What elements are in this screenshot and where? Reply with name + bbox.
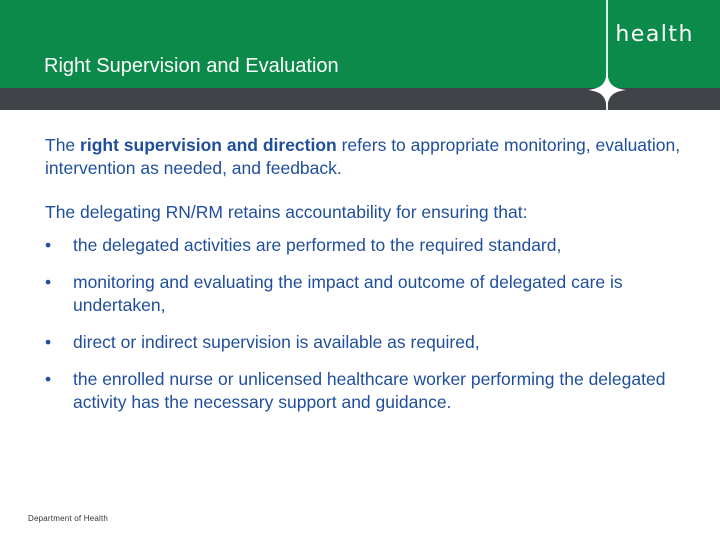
- intro-prefix: The: [45, 135, 81, 155]
- bullet-mark: •: [45, 272, 52, 292]
- bullet-mark: •: [45, 369, 52, 389]
- bullet-text: monitoring and evaluating the impact and outcome of delegated care is undertaken,: [73, 272, 623, 315]
- slide-title: Right Supervision and Evaluation: [44, 55, 339, 77]
- slide-content: [45, 134, 685, 428]
- intro-suffix: refers to appropriate monitoring, evaluation, intervention as needed, and feedback.: [45, 135, 681, 178]
- brand-wordmark: health: [615, 22, 694, 47]
- lead-sentence: The delegating RN/RM retains accountability for ensuring that:: [45, 202, 528, 222]
- list-item: [45, 368, 685, 414]
- bullet-text: the delegated activities are performed to the required standard,: [73, 235, 562, 255]
- bullet-text: the enrolled nurse or unlicensed healthcare worker performing the delegated activity has the necessary support and guidance.: [73, 369, 666, 412]
- bullet-list: [45, 234, 685, 414]
- bullet-mark: •: [45, 332, 52, 352]
- list-item: [45, 271, 685, 317]
- list-item: [45, 234, 685, 257]
- bullet-mark: •: [45, 235, 52, 255]
- list-item: [45, 331, 685, 354]
- bullet-text: direct or indirect supervision is available as required,: [73, 332, 480, 352]
- department-logo: Department of Health: [28, 514, 109, 523]
- intro-paragraph: [45, 134, 685, 180]
- intro-bold: right supervision and direction: [80, 135, 337, 155]
- four-point-star-icon: [588, 70, 626, 110]
